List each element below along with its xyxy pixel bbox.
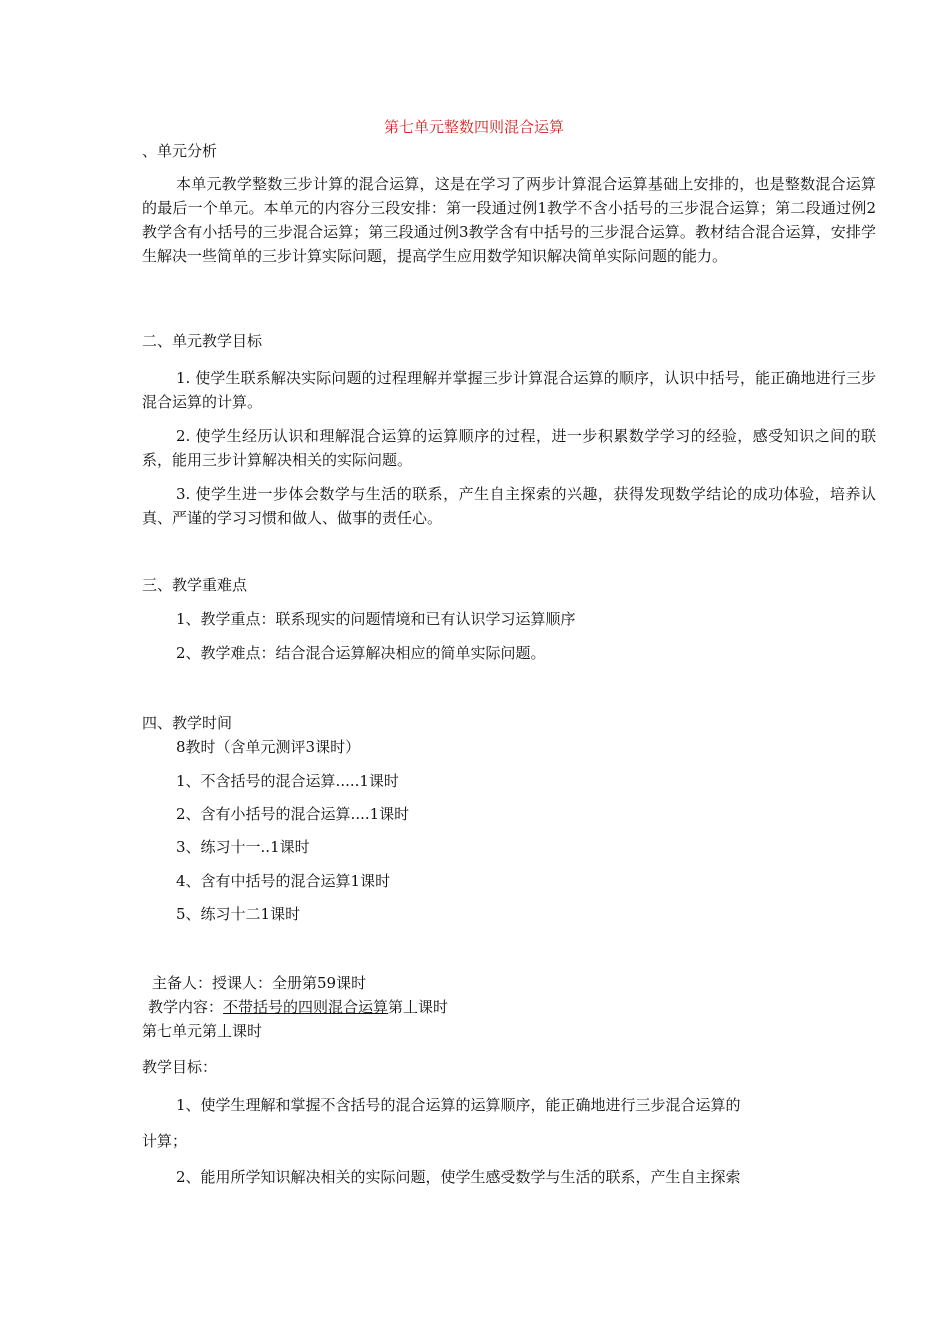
- lesson-goal-item-continuation: 计算；: [142, 1132, 188, 1150]
- key-point-item: 2、教学难点：结合混合运算解决相应的简单实际问题。: [176, 644, 546, 662]
- lesson-goals-heading: 教学目标：: [142, 1058, 218, 1076]
- lesson-content-suffix: 第丄课时: [388, 998, 449, 1016]
- unit-analysis-paragraph: 本单元教学整数三步计算的混合运算，这是在学习了两步计算混合运算基础上安排的，也是整数混合运算的最后一个单元。本单元的内容分三段安排：第一段通过例1教学不含小括号的三步混合运算；第二段通过例2教学含有小括号的三步混合运算；第三段通过例3教学含有中括号的三步混合运算。教材结合混合运算，安排学生解决一些简单的三步计算实际问题，提高学生应用数学知识解决简单实际问题的能力。: [142, 175, 876, 265]
- teaching-time-total: 8教时（含单元测评3课时）: [176, 738, 361, 756]
- section-heading-teaching-goals: 二、单元教学目标: [142, 332, 263, 350]
- schedule-item: 3、练习十一..1课时: [176, 838, 310, 856]
- lesson-unit-line: 第七单元第丄课时: [142, 1022, 263, 1040]
- lesson-content-label: 教学内容：: [148, 998, 224, 1016]
- section-heading-key-points: 三、教学重难点: [142, 576, 248, 594]
- schedule-item: 2、含有小括号的混合运算....1课时: [176, 805, 410, 823]
- teaching-goal-item: 2. 使学生经历认识和理解混合运算的运算顺序的过程，进一步积累数学学习的经验，感受知识之间的联系，能用三步计算解决相关的实际问题。: [142, 427, 876, 469]
- section-heading-unit-analysis: 、单元分析: [142, 142, 218, 160]
- teaching-goal-item: 3. 使学生进一步体会数学与生活的联系，产生自主探索的兴趣，获得发现数学结论的成功体验，培养认真、严谨的学习习惯和做人、做事的责任心。: [142, 485, 876, 527]
- schedule-item: 4、含有中括号的混合运算1课时: [176, 872, 391, 890]
- lesson-goal-item: 1、使学生理解和掌握不含括号的混合运算的运算顺序，能正确地进行三步混合运算的: [176, 1096, 741, 1114]
- schedule-item: 5、练习十二1课时: [176, 905, 301, 923]
- teaching-goal-item: 1. 使学生联系解决实际问题的过程理解并掌握三步计算混合运算的顺序，认识中括号，能正确地进行三步混合运算的计算。: [142, 369, 876, 411]
- schedule-item: 1、不含括号的混合运算.....1课时: [176, 772, 399, 790]
- lesson-goal-item: 2、能用所学知识解决相关的实际问题，使学生感受数学与生活的联系，产生自主探索: [176, 1168, 741, 1186]
- lesson-content-line: [148, 996, 448, 1018]
- lesson-teacher-line: 主备人：授课人：全册第59课时: [152, 974, 367, 992]
- document-title: 第七单元整数四则混合运算: [384, 118, 565, 136]
- key-point-item: 1、教学重点：联系现实的问题情境和已有认识学习运算顺序: [176, 610, 576, 628]
- lesson-content-topic: 不带括号的四则混合运算: [223, 998, 389, 1016]
- section-heading-teaching-time: 四、教学时间: [142, 714, 233, 732]
